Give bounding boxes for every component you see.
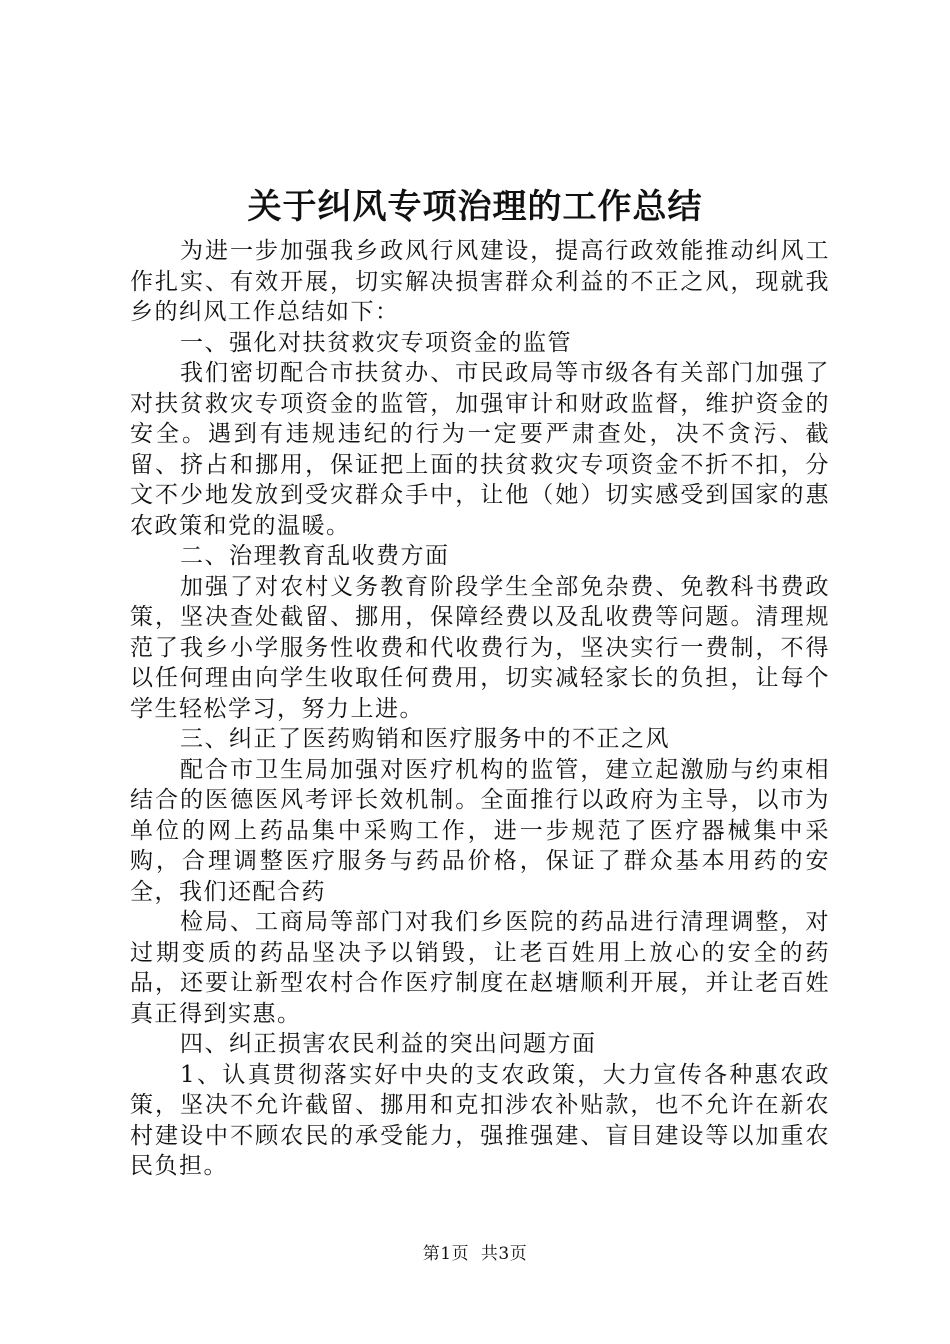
section-heading-3: 三、纠正了医药购销和医疗服务中的不正之风 xyxy=(180,726,670,752)
section-3-paragraph-1: 配合市卫生局加强对医疗机构的监管，建立起激励与约束相结合的医德医风考评长效机制。全面推行以政府为主导，以市为单位的网上药品集中采购工作，进一步规范了医疗器械集中采购，合理调整医疗服务与药品价格，保证了群众基本用药的安全，我们还配合药 xyxy=(130,756,830,905)
section-heading-4: 四、纠正损害农民利益的突出问题方面 xyxy=(180,1031,597,1057)
section-heading-2: 二、治理教育乱收费方面 xyxy=(180,543,450,569)
section-heading-1: 一、强化对扶贫救灾专项资金的监管 xyxy=(180,329,572,356)
document-title: 关于纠风专项治理的工作总结 xyxy=(247,187,703,227)
section-3-paragraph-2: 检局、工商局等部门对我们乡医院的药品进行清理调整，对过期变质的药品坚决予以销毁，让老百姓用上放心的安全的药品，还要让新型农村合作医疗制度在赵塘顺利开展，并让老百姓真正得到实惠。 xyxy=(130,909,830,1027)
section-2-paragraph: 加强了对农村义务教育阶段学生全部免杂费、免教科书费政策，坚决查处截留、挪用，保障经费以及乱收费等问题。清理规范了我乡小学服务性收费和代收费行为，坚决实行一费制，不得以任何理由向学生收取任何费用，切实减轻家长的负担，让每个学生轻松学习，努力上进。 xyxy=(130,573,830,722)
document-body xyxy=(130,236,830,1182)
page-total: 共3页 xyxy=(480,1244,528,1264)
intro-paragraph: 为进一步加强我乡政风行风建设，提高行政效能推动纠风工作扎实、有效开展，切实解决损害群众利益的不正之风，现就我乡的纠风工作总结如下： xyxy=(130,238,830,325)
page-footer xyxy=(0,1242,950,1266)
section-4-paragraph-1: 1、认真贯彻落实好中央的支农政策，大力宣传各种惠农政策，坚决不允许截留、挪用和克扣涉农补贴款，也不允许在新农村建设中不顾农民的承受能力，强推强建、盲目建设等以加重农民负担。 xyxy=(130,1061,830,1179)
section-1-paragraph: 我们密切配合市扶贫办、市民政局等市级各有关部门加强了对扶贫救灾专项资金的监管，加强审计和财政监督，维护资金的安全。遇到有违规违纪的行为一定要严肃查处，决不贪污、截留、挤占和挪用，保证把上面的扶贫救灾专项资金不折不扣，分文不少地发放到受灾群众手中，让他（她）切实感受到国家的惠农政策和党的温暖。 xyxy=(130,360,830,539)
page-number: 第1页 xyxy=(422,1244,470,1264)
